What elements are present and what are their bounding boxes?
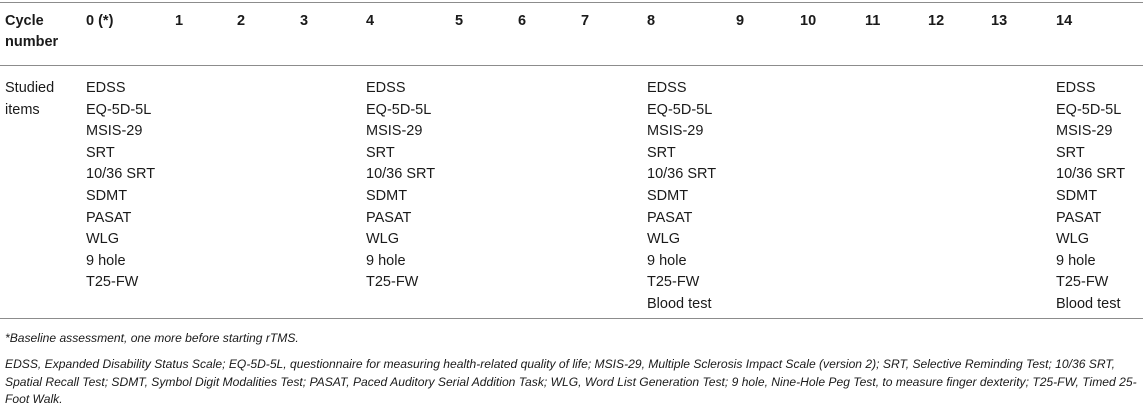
row-label-studied-items: Studied items — [5, 80, 55, 118]
cell-cycle-0 — [86, 78, 155, 294]
studied-item: 10/36 SRT — [366, 166, 436, 183]
studied-item: 9 hole — [647, 252, 687, 269]
header-rule — [0, 65, 1143, 66]
studied-item: WLG — [366, 231, 400, 248]
studied-item: EDSS — [1056, 80, 1096, 96]
studied-item: PASAT — [366, 209, 412, 226]
studied-item: T25-FW — [647, 274, 700, 291]
studied-item: SDMT — [1056, 187, 1098, 204]
top-rule — [0, 2, 1143, 3]
studied-item: SDMT — [366, 187, 408, 204]
header-cycle-3: 3 — [300, 13, 309, 29]
header-cycle-12: 12 — [928, 13, 945, 29]
header-cycle-11: 11 — [865, 13, 881, 29]
header-cycle-5: 5 — [455, 13, 464, 29]
studied-item: 10/36 SRT — [1056, 166, 1126, 183]
footnote-abbreviations: EDSS, Expanded Disability Status Scale; EQ-5D-5L, questionnaire for measuring health-related quality of life; MSIS-29, Multiple Sclerosis Impact Scale (version 2); SRT, Selective Reminding Test; 10/36 SRT, Spatial Recall Test; SDMT, Symbol Digit Modalities Test; PASAT, Paced Auditory Serial Addition Task; WLG, Word List Generation Test; 9 hole, Nine-Hole Peg Test, to measure finger dexterity; T25-FW, Timed 25-Foot Walk. — [5, 357, 1137, 406]
header-cycle-14: 14 — [1056, 13, 1073, 29]
header-cycle-9: 9 — [736, 13, 745, 29]
studied-item: EDSS — [647, 80, 687, 96]
studied-item: 9 hole — [366, 252, 406, 269]
header-cycle-13: 13 — [991, 13, 1008, 29]
studied-item: 10/36 SRT — [647, 166, 717, 183]
studied-item: MSIS-29 — [647, 123, 704, 140]
header-cycle-0: 0 (*) — [86, 13, 114, 29]
studied-item: PASAT — [86, 209, 132, 226]
footnote-baseline: *Baseline assessment, one more before starting rTMS. — [5, 331, 299, 345]
studied-item: EQ-5D-5L — [647, 101, 713, 118]
header-cycle-8: 8 — [647, 13, 656, 29]
studied-item: SDMT — [86, 187, 128, 204]
header-cycle-6: 6 — [518, 13, 527, 29]
studied-item: Blood test — [647, 295, 712, 312]
bottom-rule — [0, 318, 1143, 319]
studied-item: EDSS — [86, 80, 126, 96]
studied-item: Blood test — [1056, 295, 1121, 312]
header-cycle-7: 7 — [581, 13, 590, 29]
studied-item: EQ-5D-5L — [1056, 101, 1122, 118]
studied-item: PASAT — [647, 209, 693, 226]
header-cycle-2: 2 — [237, 13, 246, 29]
studied-item: EDSS — [366, 80, 406, 96]
studied-item: SRT — [366, 144, 395, 161]
studied-item: MSIS-29 — [1056, 123, 1113, 140]
studied-item: SRT — [1056, 144, 1085, 161]
studied-item: MSIS-29 — [366, 123, 423, 140]
studied-item: T25-FW — [1056, 274, 1109, 291]
studied-item: WLG — [647, 231, 681, 248]
studied-item: SRT — [86, 144, 115, 161]
header-row-label: Cycle number — [5, 13, 59, 50]
studied-item: EQ-5D-5L — [366, 101, 432, 118]
studied-item: 9 hole — [1056, 252, 1096, 269]
studied-item: MSIS-29 — [86, 123, 143, 140]
cell-cycle-8 — [647, 78, 716, 316]
studied-item: T25-FW — [86, 274, 139, 291]
header-cycle-4: 4 — [366, 13, 375, 29]
studied-item: 10/36 SRT — [86, 166, 156, 183]
cell-cycle-4 — [366, 78, 435, 294]
studied-item: WLG — [86, 231, 120, 248]
header-cycle-1: 1 — [175, 13, 184, 29]
studied-item: WLG — [1056, 231, 1090, 248]
studied-item: EQ-5D-5L — [86, 101, 152, 118]
studied-item: T25-FW — [366, 274, 419, 291]
cell-cycle-14 — [1056, 78, 1125, 316]
header-cycle-10: 10 — [800, 13, 817, 29]
studied-item: PASAT — [1056, 209, 1102, 226]
studied-item: SRT — [647, 144, 676, 161]
studied-item: SDMT — [647, 187, 689, 204]
studied-item: 9 hole — [86, 252, 126, 269]
